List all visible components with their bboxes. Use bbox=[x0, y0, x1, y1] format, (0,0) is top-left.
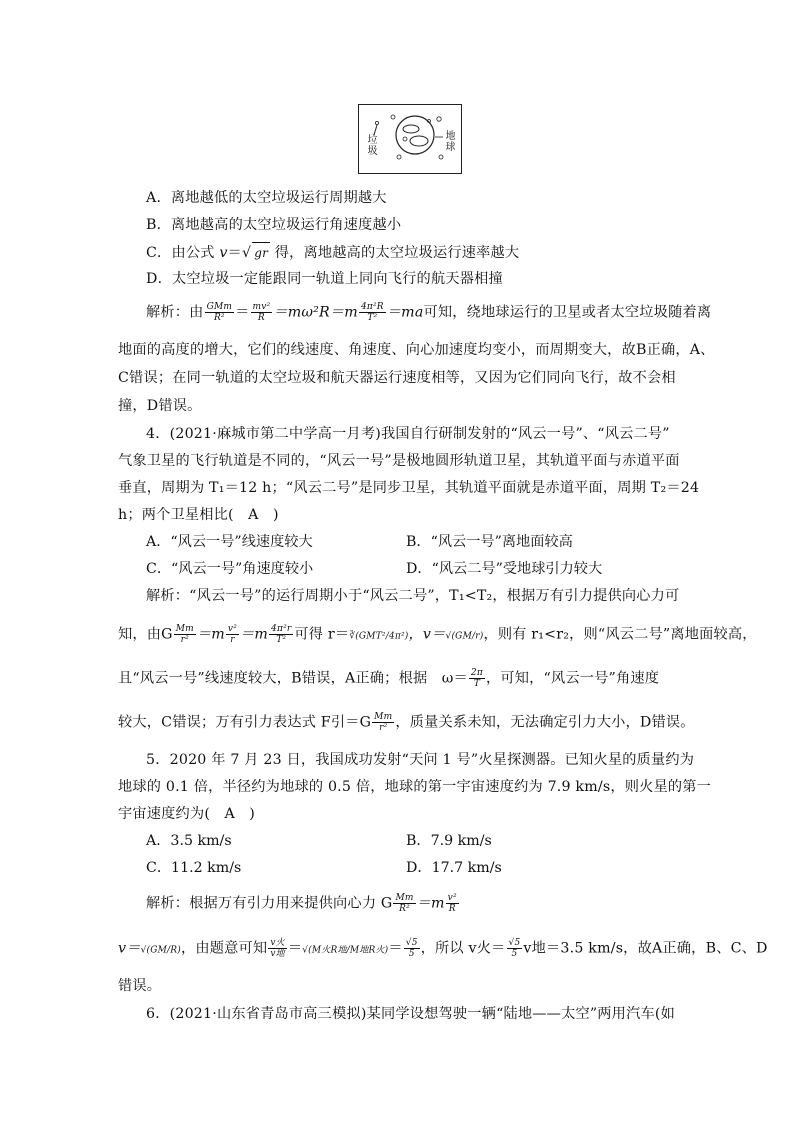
q3-solution-line2: 地面的高度的增大，它们的线速度、角速度、向心加速度均变小，而周期变大，故B正确，A、 bbox=[118, 342, 715, 358]
q3-optc-v: v bbox=[219, 245, 228, 261]
q5-sol2-end: v地＝3.5 km/s，故A正确，B、C、D bbox=[523, 940, 768, 957]
q4-sol4-pre: 较大，C错误；万有引力表达式 F引＝G bbox=[118, 714, 372, 731]
earth-label: 地球 bbox=[445, 131, 456, 153]
q4-frac5: $\frac{Mm}{\text{r²}}$ bbox=[374, 712, 393, 733]
q4-sol2-v: ，v＝ bbox=[408, 626, 446, 643]
q4-sol4-post: ，质量关系未知，无法确定引力大小，D错误。 bbox=[395, 714, 695, 731]
q3-frac2: $\frac{\text{mv²}}{R}$ bbox=[252, 302, 271, 323]
q4-sol2-post: ，则有 r₁<r₂，则“风云二号”离地面较高， bbox=[483, 626, 757, 643]
q5-solution-line1 bbox=[146, 893, 460, 914]
q4-eq1: ＝m bbox=[196, 626, 225, 643]
q5-sol1-pre: 解析：根据万有引力用来提供向心力 G bbox=[146, 895, 393, 912]
q5-option-b: B．7.9 km/s bbox=[406, 833, 492, 849]
q4-solution-line3 bbox=[118, 668, 659, 689]
q5-option-a: A．3.5 km/s bbox=[146, 833, 232, 849]
q5-eq1: ＝m bbox=[416, 895, 445, 912]
q3-frac3: $\frac{\text{4π²R}}{\text{T²}}$ bbox=[360, 302, 384, 323]
q4-option-c: C．“风云一号”角速度较小 bbox=[146, 561, 314, 577]
q4-stem-line3: 垂直，周期为 T₁＝12 h；“风云二号”是同步卫星，其轨道平面就是赤道平面，周期 T₂＝24 bbox=[118, 480, 700, 496]
q4-option-b: B．“风云一号”离地面较高 bbox=[406, 534, 573, 550]
q4-frac4: $\frac{2\pi}{T}$ bbox=[470, 668, 483, 689]
q4-solution-line1: 解析：“风云一号”的运行周期小于“风云二号”，T₁<T₂，根据万有引力提供向心力可 bbox=[146, 588, 680, 604]
q5-frac1: $\frac{Mm}{\text{R²}}$ bbox=[395, 893, 414, 914]
q5-root-ratio: √(M火R地/M地R火) bbox=[302, 945, 389, 956]
q3-solution-line3: C错误；在同一轨道的太空垃圾和航天器运行速度相等，又因为它们同向飞行，故不会相 bbox=[118, 370, 676, 386]
q3-solution-line4: 撞，D错误。 bbox=[118, 398, 202, 414]
q3-sol-pre: 解析：由 bbox=[146, 304, 204, 321]
q4-frac1: $\frac{Mm}{\text{r²}}$ bbox=[175, 624, 194, 645]
q3-sol-post: 可知，绕地球运行的卫星或者太空垃圾随着离 bbox=[423, 304, 712, 321]
q3-optc-sqrt: gr bbox=[252, 242, 270, 263]
q5-frac2: $\frac{\text{v²}}{R}$ bbox=[447, 893, 457, 914]
q3-frac1: $\frac{\text{GMm}}{\text{R²}}$ bbox=[206, 302, 233, 323]
q4-stem-line2: 气象卫星的飞行轨道是不同的，“风云一号”是极地圆形轨道卫星，其轨道平面与赤道平面 bbox=[118, 453, 680, 469]
q4-eq2: ＝m bbox=[240, 626, 269, 643]
q5-sol2-post: ，所以 v火＝ bbox=[420, 940, 506, 957]
q5-eq2: ＝ bbox=[287, 940, 303, 957]
q4-option-d: D．“风云二号”受地球引力较大 bbox=[406, 561, 603, 577]
q5-frac4: $\frac{√5}{5}$ bbox=[405, 938, 418, 959]
q4-stem-line4: h；两个卫星相比( A ) bbox=[118, 507, 279, 523]
q5-solution-line2 bbox=[118, 938, 768, 961]
q4-stem-line1: 4．(2021·麻城市第二中学高一月考)我国自行研制发射的“风云一号”、“风云二号” bbox=[146, 426, 670, 442]
q3-eq2: ＝mω²R＝m bbox=[273, 304, 358, 321]
q4-sol2-mid: 可得 r＝ bbox=[294, 626, 350, 643]
q4-option-a: A．“风云一号”线速度较大 bbox=[146, 534, 313, 550]
q4-solution-line2 bbox=[118, 624, 757, 647]
q5-stem-line3: 宇宙速度约为( A ) bbox=[118, 806, 256, 822]
q4-sol2-pre: 知，由G bbox=[118, 626, 173, 643]
q5-option-c: C．11.2 km/s bbox=[146, 860, 242, 876]
q4-root-r: ∛(GMT²/4π²) bbox=[349, 631, 409, 642]
q3-option-a: A．离地越低的太空垃圾运行周期越大 bbox=[146, 190, 387, 206]
q5-frac5: $\frac{√5}{5}$ bbox=[508, 938, 521, 959]
q4-frac2: $\frac{\text{v²}}{r}$ bbox=[227, 624, 237, 645]
q5-stem-line1: 5．2020 年 7 月 23 日，我国成功发射“天问 1 号”火星探测器。已知火星的质量约为 bbox=[146, 752, 695, 768]
q4-sol3-pre: 且“风云一号”线速度较大，B错误，A正确；根据 ω＝ bbox=[118, 670, 468, 687]
q3-option-d: D．太空垃圾一定能跟同一轨道上同向飞行的航天器相撞 bbox=[146, 271, 503, 287]
q5-option-d: D．17.7 km/s bbox=[406, 860, 502, 876]
q4-frac3: $\frac{\text{4π²r}}{\text{T²}}$ bbox=[271, 624, 292, 645]
q3-optc-post: 得，离地越高的太空垃圾运行速率越大 bbox=[270, 245, 520, 261]
q3-option-b: B．离地越高的太空垃圾运行角速度越小 bbox=[146, 217, 402, 233]
q3-solution-line1 bbox=[146, 302, 711, 323]
q4-solution-line4 bbox=[118, 712, 695, 733]
q3-eq1: ＝ bbox=[235, 304, 250, 321]
q5-sol2-pre: v＝ bbox=[118, 940, 141, 957]
q3-optc-eq: ＝ bbox=[227, 245, 242, 261]
q3-option-c: C．由公式 v＝√ gr 得，离地越高的太空垃圾运行速率越大 bbox=[146, 242, 519, 263]
q5-eq3: ＝ bbox=[388, 940, 403, 957]
q5-stem-line2: 地球的 0.1 倍，半径约为地球的 0.5 倍，地球的第一宇宙速度约为 7.9 km/s，则火星的第一 bbox=[118, 779, 712, 795]
q5-frac3: $\frac{\text{v火}}{\text{v地}}$ bbox=[270, 938, 285, 959]
q6-stem-line1: 6．(2021·山东省青岛市高三模拟)某同学设想驾驶一辆“陆地——太空”两用汽车(如 bbox=[146, 1006, 675, 1022]
q4-sol3-post: ，可知，“风云一号”角速度 bbox=[485, 670, 660, 687]
q5-sol2-mid: ，由题意可知 bbox=[180, 940, 268, 957]
garbage-label: 垃圾 bbox=[367, 135, 378, 157]
q4-root-v: √(GM/r) bbox=[445, 631, 484, 642]
space-debris-figure bbox=[358, 104, 462, 174]
q3-optc-pre: C．由公式 bbox=[146, 245, 220, 261]
q3-eq3: ＝ma bbox=[386, 304, 424, 321]
q5-root-v: √(GM/R) bbox=[140, 945, 181, 956]
q5-solution-line3: 错误。 bbox=[118, 978, 162, 994]
